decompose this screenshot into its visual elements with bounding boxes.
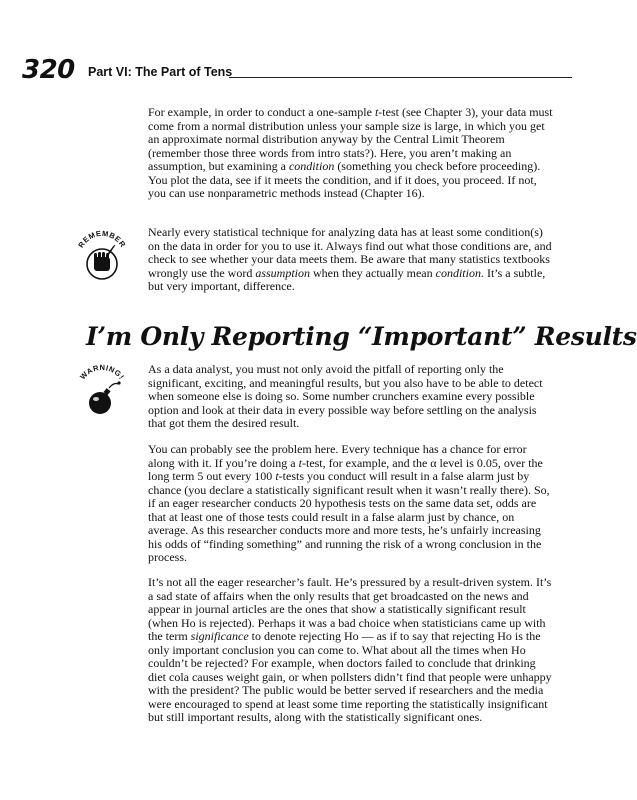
warning-label: WARNING! <box>78 362 127 382</box>
remember-icon <box>72 224 132 286</box>
paragraph-data-analyst: As a data analyst, you must not only avoid the pitfall of reporting only the significant, exciting, and meaningful results, but you also have to be able to detect when someone else is doing so. Some number crunchers examine every possible option and look at their data in every possible way before settling on the analysis that got them the desired result. <box>148 362 543 431</box>
paragraph-result-driven: It’s not all the eager researcher’s fault. He’s pressured by a result-driven system. It’s a sad state of affairs when the only results that get broadcasted on the news and appear in journal articles are the ones that show a statistically significant result (when Ho is rejected). Perhaps it was a bad choice when statisticians came up with the term significance to denote rejecting Ho — as if to say that rejecting Ho is the only important conclusion you can come to. What about all the times when Ho couldn’t be rejected? For example, when doctors failed to conclude that drinking diet cola causes weight gain, or when pollsters didn’t find that people were unhappy with the president? The public would be better served if researchers and the media were encouraged to spend at least some time reporting the statistically insignificant but still important results, along with the statistically significant ones. <box>148 575 552 725</box>
svg-text:WARNING! <box>78 363 126 381</box>
paragraph-condition-example: For example, in order to conduct a one-sample t-test (see Chapter 3), your data must come from a normal distribution unless your sample size is large, in which you get an approximate normal distribution anyway by the Central Limit Theorem (remember those three words from intro stats?). Here, you aren’t making an assumption, but examining a condition (something you check before proceeding). You plot the data, see if it meets the condition, and if it does, you proceed. If not, you can use nonparametric methods instead (Chapter 16). <box>148 105 553 201</box>
page-number: 320 <box>22 55 75 85</box>
running-header <box>22 54 552 86</box>
section-title: I’m Only Reporting “Important” Results <box>86 322 637 351</box>
svg-text:REMEMBER <box>76 229 127 250</box>
paragraph-false-alarm: You can probably see the problem here. Every technique has a chance for error along with it. If you’re doing a t-test, for example, and the α level is 0.05, over the long term 5 out every 100 t-tests you conduct will result in a false alarm just by chance (you declare a statistically significant result when it wasn’t really there). So, if an eager researcher conducts 20 hypothesis tests on the same data set, odds are that at least one of those tests could result in a false alarm just by chance, on average. As this researcher conducts more and more tests, he’s unfairly increasing his odds of “finding something” and running the risk of a wrong conclusion in the process. <box>148 442 550 565</box>
part-title: Part VI: The Part of Tens <box>88 65 233 79</box>
warning-icon <box>72 362 132 418</box>
paragraph-conditions-check: Nearly every statistical technique for analyzing data has at least some condition(s) on the data in order for you to use it. Always find out what those conditions are, and check to see whether your data meets them. Be aware that many statistics textbooks wrongly use the word assumption when they actually mean condition. It’s a subtle, but very important, difference. <box>148 225 552 294</box>
remember-label: REMEMBER <box>76 228 128 250</box>
header-rule <box>229 77 572 78</box>
